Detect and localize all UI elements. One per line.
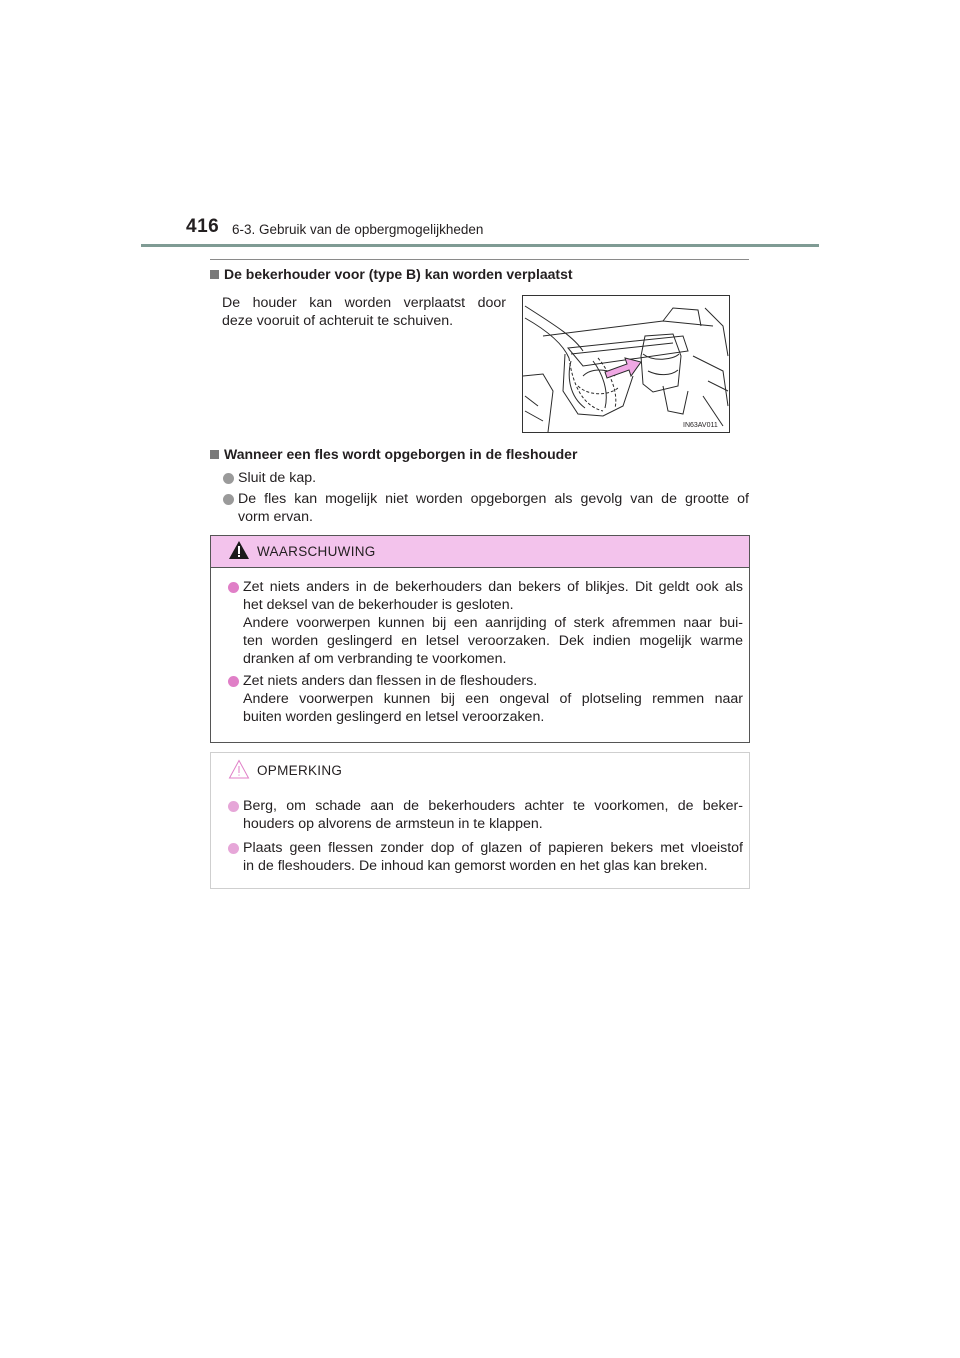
cupholder-description (222, 294, 506, 330)
heading-square-icon (210, 450, 219, 459)
bullet-icon (228, 582, 239, 593)
direction-arrow-icon (605, 358, 641, 378)
text-line: het deksel van de bekerhouder is gesloten. (243, 597, 514, 613)
bullet-icon (223, 494, 234, 505)
text-line: De houder kan worden verplaatst door (222, 295, 506, 311)
cupholder-drawing (523, 296, 729, 432)
page-number: 416 (186, 216, 220, 237)
illustration-code: IN63AV011 (683, 422, 718, 429)
cupholder-illustration (522, 295, 730, 433)
notice-item (243, 797, 743, 833)
text-line: Sluit de kap. (238, 470, 317, 486)
text-line: in de fleshouders. De inhoud kan gemorst worden en het glas kan breken. (243, 858, 708, 874)
heading-cupholder-movable (210, 266, 573, 282)
notice-triangle-icon (228, 759, 250, 779)
notice-item (243, 839, 743, 875)
bullet-icon (228, 801, 239, 812)
heading-text: Wanneer een fles wordt opgeborgen in de fleshouder (224, 446, 578, 462)
notice-title: OPMERKING (257, 763, 343, 778)
text-line: Andere voorwerpen kunnen bij een aanrijding of sterk afremmen naar bui- (243, 615, 743, 631)
text-line: buiten worden geslingerd en letsel veroorzaken. (243, 709, 545, 725)
text-line: houders op alvorens de armsteun in te klappen. (243, 816, 543, 832)
text-line: De fles kan mogelijk niet worden opgeborgen als gevolg van de grootte of (238, 491, 749, 507)
bullet-icon (223, 473, 234, 484)
warning-header (211, 536, 749, 568)
heading-bottle-holder (210, 446, 577, 462)
bullet-icon (228, 843, 239, 854)
text-line: Zet niets anders in de bekerhouders dan bekers of blikjes. Dit geldt ook als (243, 579, 743, 595)
warning-box (210, 535, 750, 743)
warning-item (243, 672, 743, 726)
text-line: Andere voorwerpen kunnen bij een ongeval of plotseling remmen naar (243, 691, 743, 707)
subsection-rule (210, 259, 749, 260)
text-line: deze vooruit of achteruit te schuiven. (222, 313, 454, 329)
section-title: 6-3. Gebruik van de opbergmogelijkheden (232, 222, 484, 237)
text-line: Plaats geen flessen zonder dop of glazen of papieren bekers met vloeistof (243, 840, 743, 856)
warning-triangle-icon (228, 540, 250, 560)
text-line: Berg, om schade aan de bekerhouders achter te voorkomen, de beker- (243, 798, 743, 814)
bullet-bottle-size (238, 490, 749, 526)
text-line: dranken af om verbranding te voorkomen. (243, 651, 507, 667)
text-line: Zet niets anders dan flessen in de fleshouders. (243, 673, 538, 689)
notice-box (210, 752, 750, 889)
text-line: ten worden geslingerd en letsel veroorzaken. Dek indien mogelijk warme (243, 633, 743, 649)
bullet-icon (228, 676, 239, 687)
warning-item (243, 578, 743, 668)
bullet-close-cover (238, 469, 749, 487)
warning-title: WAARSCHUWING (257, 544, 376, 559)
heading-text: De bekerhouder voor (type B) kan worden verplaatst (224, 266, 573, 282)
header-rule (141, 244, 819, 247)
text-line: vorm ervan. (238, 509, 313, 525)
heading-square-icon (210, 270, 219, 279)
